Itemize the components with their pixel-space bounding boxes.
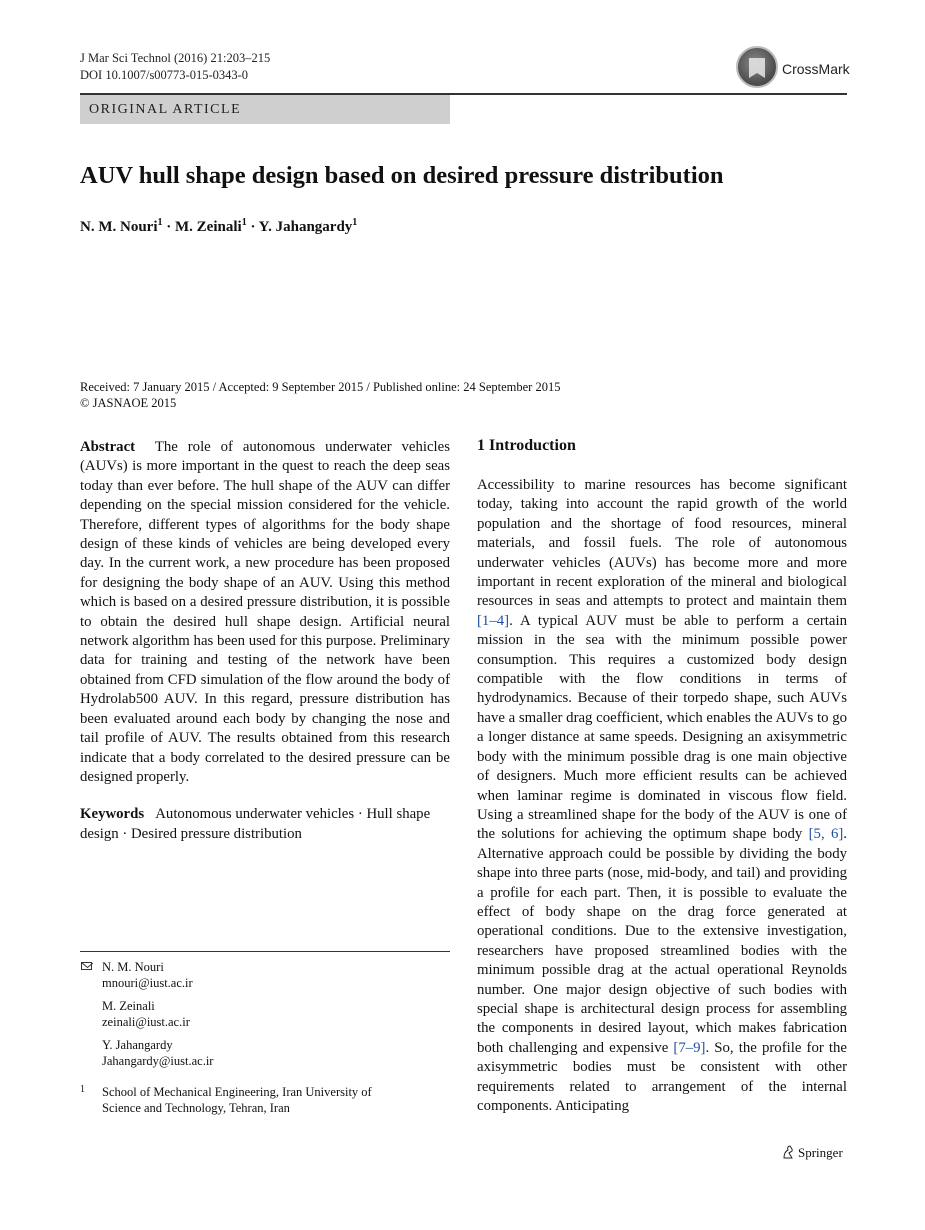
affiliation-line-2: Science and Technology, Tehran, Iran — [102, 1101, 290, 1115]
crossmark-icon — [736, 46, 778, 88]
abstract — [80, 438, 450, 787]
doi-line[interactable]: DOI 10.1007/s00773-015-0343-0 — [80, 68, 249, 82]
section-heading-introduction: 1 Introduction — [477, 437, 576, 454]
contact-email[interactable]: zeinali@iust.ac.ir — [102, 1015, 190, 1029]
intro-text: Accessibility to marine resources has become significant today, taking into account the rapid growth of the world population and the shortage of food resources, mineral materials, and fossil fuels. The role of autonomous underwater vehicles (AUVs) has become more and more important in recent exploration of the mineral and biological resources in seas and attempts to protect and maintain them — [477, 477, 847, 610]
author-list — [80, 217, 357, 236]
publisher-logo — [782, 1145, 843, 1161]
author-separator: · — [246, 219, 259, 235]
affiliation — [102, 1084, 372, 1116]
author-name[interactable]: N. M. Nouri — [80, 219, 158, 235]
citation-link[interactable]: [1–4] — [477, 612, 510, 629]
author-affiliation-mark: 1 — [352, 217, 358, 228]
crossmark-badge[interactable] — [736, 46, 851, 92]
envelope-icon — [81, 962, 92, 970]
journal-citation — [80, 50, 270, 84]
author-affiliation-mark: 1 — [157, 217, 163, 228]
footnote-rule — [80, 951, 450, 952]
keywords-text: Autonomous underwater vehicles · Hull shape design · Desired pressure distribution — [80, 806, 431, 842]
history-dates: Received: 7 January 2015 / Accepted: 9 September 2015 / Published online: 24 September 2015 — [80, 380, 561, 394]
contact-block — [102, 1037, 213, 1069]
author-name[interactable]: M. Zeinali — [175, 219, 242, 235]
intro-text: . So, the profile for the axisymmetric bodies must be consistent with other requirements related to arrangement of the internal components. Anticipating — [477, 1039, 848, 1114]
contact-block — [102, 959, 193, 991]
contact-email[interactable]: mnouri@iust.ac.ir — [102, 976, 193, 990]
paper-title: AUV hull shape design based on desired pressure distribution — [80, 162, 724, 189]
left-column — [80, 438, 450, 844]
contact-block — [102, 998, 190, 1030]
intro-text: . Alternative approach could be possible by dividing the body shape into three parts (nose, mid-body, and tail) and providing a profile for each part. Then, it is possible to evaluate the effect of body shape on the drag force generated at operational conditions. Due to the extensive investigation, researchers have proposed streamlined bodies with the minimum possible drag at the actual operational Reynolds number. One major design objective of such bodies with special shape is architectural design process for assembling the components in desired layout, which makes fabrication both challenging and expensive — [477, 826, 847, 1056]
abstract-label: Abstract — [80, 439, 136, 455]
crossmark-label: CrossMark — [782, 61, 850, 77]
author-separator: · — [162, 219, 176, 235]
journal-line-1: J Mar Sci Technol (2016) 21:203–215 — [80, 51, 271, 65]
affiliation-line-1: School of Mechanical Engineering, Iran University of — [102, 1085, 372, 1099]
article-type-banner: ORIGINAL ARTICLE — [80, 95, 450, 124]
author-affiliation-mark: 1 — [241, 217, 247, 228]
contact-name: N. M. Nouri — [102, 960, 164, 974]
contact-email[interactable]: Jahangardy@iust.ac.ir — [102, 1054, 214, 1068]
introduction-body — [477, 476, 847, 1116]
keywords — [80, 805, 450, 844]
intro-text: . A typical AUV must be able to perform a certain mission in the sea with the minimum possible power consumption. This requires a customized body design compatible with the flow conditions in terms of hydrodynamics. Because of their torpedo shape, such AUVs have a smaller drag coefficient, which enables the AUVs to go a longer distance at same speeds. Designing an axisymmetric body with the minimum possible drag is one main objective of designers. Much more efficient results can be achieved when laminar regime is dominated in viscous flow field. Using a streamlined shape for the body of the AUV is one of the solutions for achieving the optimum shape body — [477, 612, 847, 843]
keywords-label: Keywords — [80, 806, 145, 823]
publisher-name: Springer — [798, 1145, 843, 1160]
affiliation-marker: 1 — [80, 1084, 85, 1095]
author-name[interactable]: Y. Jahangardy — [258, 219, 353, 235]
contact-name: M. Zeinali — [102, 999, 155, 1013]
citation-link[interactable]: [5, 6] — [808, 826, 844, 843]
abstract-text: The role of autonomous underwater vehicles (AUVs) is more important in the quest to reach the deep seas today than ever before. The hull shape of the AUV can differ depending on the special mission considered for the vehicle. Therefore, different types of algorithms for the body shape design of these kinds of vehicles are being developed every day. In the current work, a new procedure has been proposed for designing the body shape of an AUV. Using this method which is based on a desired pressure distribution, it is possible to obtain the desired hull shape design. Artificial neural network algorithm has been used for this purpose. Preliminary data for training and testing of the network have been obtained from CFD simulation of the flow around the body of Hydrolab500 AUV. In this regard, pressure distribution has been evaluated around each body by changing the nose and tail profile of AUV. The results obtained from this research indicate that a body correlated to the desired pressure can be designed properly. — [80, 439, 450, 785]
springer-horse-icon — [782, 1145, 794, 1159]
citation-link[interactable]: [7–9] — [673, 1039, 706, 1056]
copyright: © JASNAOE 2015 — [80, 396, 177, 410]
publication-dates — [80, 379, 560, 411]
contact-name: Y. Jahangardy — [102, 1038, 173, 1052]
